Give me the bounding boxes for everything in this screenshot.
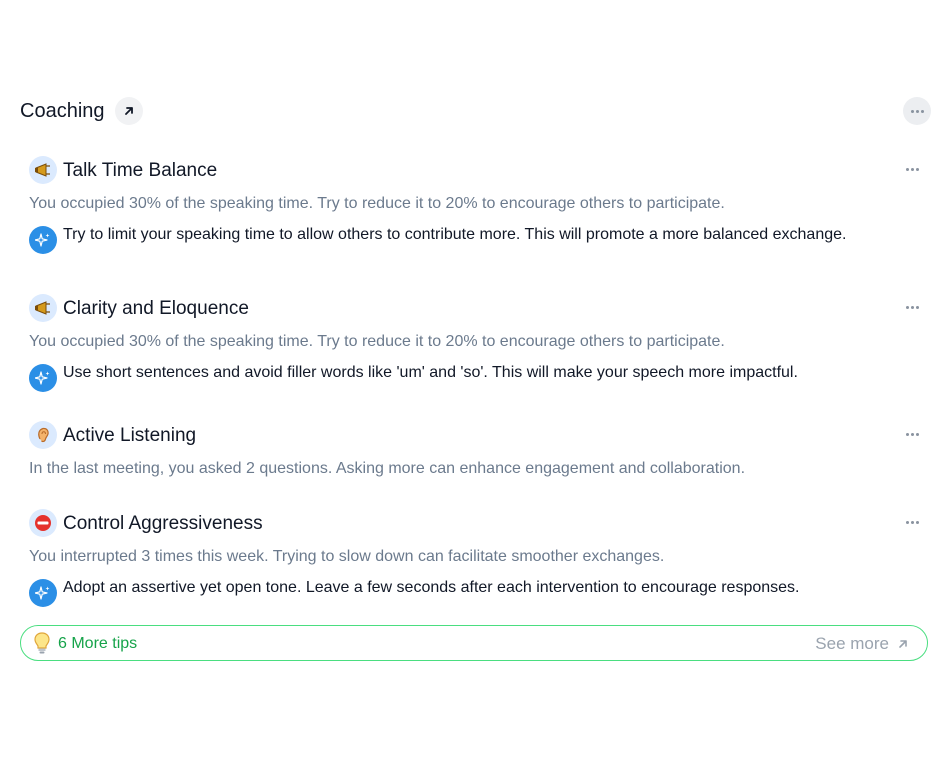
more-tips-bar[interactable] (20, 625, 928, 661)
tip-title: Control Aggressiveness (63, 513, 263, 534)
tip-more-button[interactable] (906, 306, 919, 309)
tip-description: You interrupted 3 times this week. Trying to slow down can facilitate smoother exchanges. (29, 548, 665, 565)
tip-description: You occupied 30% of the speaking time. Try to reduce it to 20% to encourage others to participate. (29, 195, 725, 212)
see-more-label: See more (815, 634, 889, 653)
more-horizontal-icon (911, 110, 924, 113)
sparkle-icon (29, 226, 57, 254)
tip-description: In the last meeting, you asked 2 questions. Asking more can enhance engagement and collaboration. (29, 460, 746, 477)
megaphone-icon (29, 156, 57, 184)
tip-header (29, 155, 921, 185)
tip-more-button[interactable] (906, 168, 919, 171)
more-tips-label: 6 More tips (58, 635, 138, 652)
tip-header (29, 420, 921, 450)
tip-description: You occupied 30% of the speaking time. Try to reduce it to 20% to encourage others to participate. (29, 333, 725, 350)
tip-title: Talk Time Balance (63, 160, 218, 181)
advice-text: Adopt an assertive yet open tone. Leave a few seconds after each intervention to encourage responses. (63, 579, 800, 596)
tip-title: Active Listening (63, 425, 197, 446)
sparkle-icon (29, 364, 57, 392)
no-entry-icon (29, 509, 57, 537)
advice-text: Use short sentences and avoid filler words like 'um' and 'so'. This will make your speech more impactful. (63, 364, 798, 381)
page-title: Coaching (20, 100, 105, 122)
coaching-header (20, 97, 931, 127)
tip-more-button[interactable] (906, 433, 919, 436)
tip-card-active-listening (29, 420, 921, 484)
tip-card-control-aggressiveness (29, 508, 921, 608)
lightbulb-icon (32, 631, 52, 660)
header-more-button[interactable] (903, 97, 931, 125)
tip-header (29, 508, 921, 538)
megaphone-icon (29, 294, 57, 322)
tip-card-talk-time (29, 155, 921, 267)
tip-card-clarity (29, 293, 921, 393)
tip-more-button[interactable] (906, 521, 919, 524)
tip-header (29, 293, 921, 323)
arrow-up-right-icon (123, 105, 135, 117)
advice-text: Try to limit your speaking time to allow others to contribute more. This will promote a more balanced exchange. (63, 226, 847, 243)
see-more-button[interactable] (815, 634, 909, 654)
arrow-up-right-icon (897, 638, 909, 650)
open-coaching-button[interactable] (115, 97, 143, 125)
tip-title: Clarity and Eloquence (63, 298, 249, 319)
ear-icon (29, 421, 57, 449)
sparkle-icon (29, 579, 57, 607)
